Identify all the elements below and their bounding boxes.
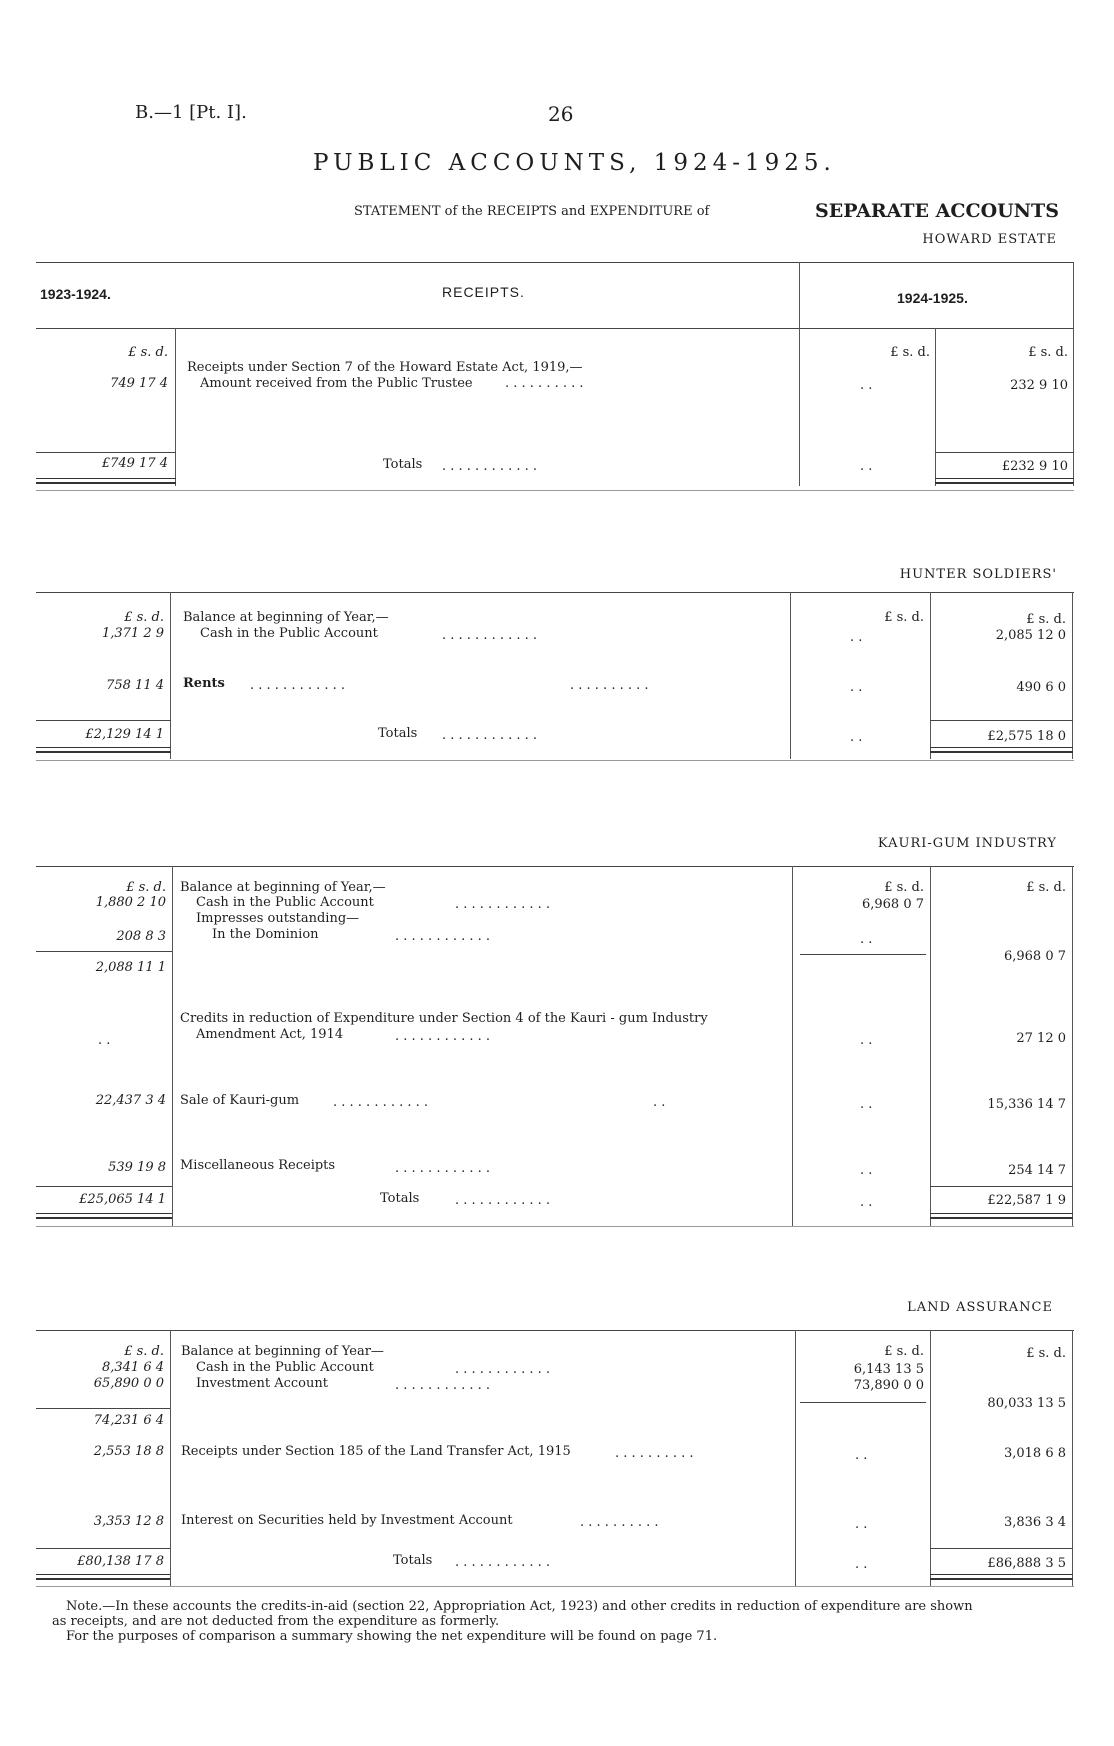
leader-dots: . . . . . . . . . . . . [333, 1095, 429, 1110]
leader-dots: . . [855, 1448, 868, 1463]
column-header-curr-year: 1924-1925. [897, 290, 968, 306]
leader-dots: . . . . . . . . . . . . [395, 1161, 491, 1176]
note-line-3: For the purposes of comparison a summary showing the net expenditure will be found on page 71. [66, 1629, 718, 1644]
statement-prefix: STATEMENT of the RECEIPTS and EXPENDITURE of [354, 204, 710, 219]
leader-dots: . . . . . . . . . . . . [395, 929, 491, 944]
kauri-curr-sale: 15,336 14 7 [987, 1097, 1066, 1112]
leader-dots: . . . . . . . . . . . . [442, 728, 538, 743]
kauri-prev-misc: 539 19 8 [108, 1160, 166, 1175]
hunter-totals-label: Totals [378, 726, 418, 741]
kauri-prev-cash: 1,880 2 10 [95, 895, 166, 910]
leader-dots: . . [855, 1517, 868, 1532]
leader-dots: . . . . . . . . . . [505, 376, 584, 391]
land-sub-cash: 6,143 13 5 [853, 1362, 924, 1377]
kauri-prev-total: £25,065 14 1 [79, 1192, 166, 1207]
leader-dots: . . [850, 730, 863, 745]
hunter-curr-cash: 2,085 12 0 [995, 628, 1066, 643]
money-header-curr: £ s. d. [1026, 1346, 1066, 1361]
kauri-prev-sale: 22,437 3 4 [95, 1093, 166, 1108]
land-prev-investment: 65,890 0 0 [93, 1376, 164, 1391]
land-curr-receipts: 3,018 6 8 [1003, 1446, 1066, 1461]
leader-dots: . . . . . . . . . . . . [395, 1378, 491, 1393]
land-cash-label: Cash in the Public Account [196, 1360, 374, 1375]
note-line-2: as receipts, and are not deducted from the expenditure as formerly. [52, 1614, 500, 1629]
leader-dots: . . [860, 378, 873, 393]
kauri-curr-credits: 27 12 0 [1016, 1031, 1066, 1046]
land-prev-receipts: 2,553 18 8 [93, 1444, 164, 1459]
money-header-curr: £ s. d. [1028, 345, 1068, 360]
leader-dots: . . [98, 1033, 111, 1048]
leader-dots: . . [855, 1557, 868, 1572]
money-header-prev: £ s. d. [128, 345, 168, 360]
page-number: 26 [548, 102, 574, 126]
leader-dots: . . . . . . . . . . [580, 1515, 659, 1530]
kauri-credits-line1: Credits in reduction of Expenditure under Section 4 of the Kauri - gum Industry [180, 1011, 708, 1026]
document-reference: B.—1 [Pt. I]. [135, 102, 247, 123]
hunter-prev-rents: 758 11 4 [106, 678, 164, 693]
page-title: PUBLIC ACCOUNTS, 1924-1925. [313, 150, 836, 176]
leader-dots: . . [860, 932, 873, 947]
hunter-curr-total: £2,575 18 0 [987, 729, 1066, 744]
leader-dots: . . [860, 1033, 873, 1048]
kauri-totals-label: Totals [380, 1191, 420, 1206]
kauri-balance-label: Balance at beginning of Year,— [180, 880, 386, 895]
land-prev-total: £80,138 17 8 [77, 1554, 164, 1569]
section-title-kauri: KAURI-GUM INDUSTRY [877, 836, 1057, 851]
kauri-imprest-label: Impresses outstanding— [196, 911, 360, 926]
hunter-prev-total: £2,129 14 1 [85, 727, 164, 742]
howard-receipts-line2: Amount received from the Public Trustee [200, 376, 473, 391]
leader-dots: . . [860, 459, 873, 474]
leader-dots: . . [850, 630, 863, 645]
land-curr-total: £86,888 3 5 [987, 1556, 1066, 1571]
leader-dots: . . . . . . . . . . [615, 1446, 694, 1461]
kauri-prev-dominion: 208 8 3 [116, 929, 166, 944]
leader-dots: . . . . . . . . . . . . [455, 1362, 551, 1377]
land-prev-subtotal: 74,231 6 4 [93, 1413, 164, 1428]
leader-dots: . . . . . . . . . . . . [455, 1555, 551, 1570]
land-receipts-label: Receipts under Section 185 of the Land Transfer Act, 1915 [181, 1444, 571, 1459]
land-sub-investment: 73,890 0 0 [853, 1378, 924, 1393]
money-header-sub: £ s. d. [884, 610, 924, 625]
money-header-prev: £ s. d. [124, 610, 164, 625]
land-totals-label: Totals [393, 1553, 433, 1568]
money-header-sub: £ s. d. [884, 1344, 924, 1359]
kauri-misc-label: Miscellaneous Receipts [180, 1158, 336, 1173]
hunter-curr-rents: 490 6 0 [1016, 680, 1066, 695]
leader-dots: . . . . . . . . . . . . [250, 678, 346, 693]
leader-dots: . . . . . . . . . . . . [442, 459, 538, 474]
kauri-sub-cash: 6,968 0 7 [861, 897, 924, 912]
money-header-sub: £ s. d. [884, 880, 924, 895]
leader-dots: . . [860, 1163, 873, 1178]
money-header-curr: £ s. d. [1026, 880, 1066, 895]
leader-dots: . . . . . . . . . . . . [455, 897, 551, 912]
land-curr-balance: 80,033 13 5 [987, 1396, 1066, 1411]
section-title-howard: HOWARD ESTATE [922, 232, 1057, 247]
leader-dots: . . . . . . . . . . [570, 678, 649, 693]
kauri-sale-label: Sale of Kauri-gum [180, 1093, 300, 1108]
howard-prev-value: 749 17 4 [110, 376, 168, 391]
land-investment-label: Investment Account [196, 1376, 328, 1391]
kauri-curr-balance: 6,968 0 7 [1003, 949, 1066, 964]
land-balance-label: Balance at beginning of Year— [181, 1344, 384, 1359]
statement-emphasis: SEPARATE ACCOUNTS [815, 200, 1059, 222]
land-prev-cash: 8,341 6 4 [101, 1360, 164, 1375]
howard-curr-total: £232 9 10 [1001, 459, 1068, 474]
land-curr-interest: 3,836 3 4 [1003, 1515, 1066, 1530]
section-title-hunter: HUNTER SOLDIERS' [899, 567, 1057, 582]
howard-prev-total: £749 17 4 [101, 456, 168, 471]
leader-dots: . . . . . . . . . . . . [442, 628, 538, 643]
leader-dots: . . [850, 680, 863, 695]
money-header-sub: £ s. d. [890, 345, 930, 360]
money-header-prev: £ s. d. [126, 880, 166, 895]
kauri-dominion-label: In the Dominion [212, 927, 319, 942]
kauri-cash-label: Cash in the Public Account [196, 895, 374, 910]
leader-dots: . . . . . . . . . . . . [395, 1029, 491, 1044]
note-line-1: Note.—In these accounts the credits-in-aid (section 22, Appropriation Act, 1923) and other credits in reduction of expenditure are shown [66, 1599, 973, 1614]
howard-curr-value: 232 9 10 [1010, 378, 1068, 393]
kauri-curr-total: £22,587 1 9 [987, 1193, 1066, 1208]
hunter-cash-label: Cash in the Public Account [200, 626, 378, 641]
howard-totals-label: Totals [383, 457, 423, 472]
money-header-prev: £ s. d. [124, 1344, 164, 1359]
howard-receipts-line1: Receipts under Section 7 of the Howard Estate Act, 1919,— [187, 360, 583, 375]
kauri-credits-line2: Amendment Act, 1914 [196, 1027, 344, 1042]
leader-dots: . . [653, 1095, 666, 1110]
hunter-rents-label: Rents [183, 676, 225, 691]
hunter-prev-cash: 1,371 2 9 [101, 626, 164, 641]
land-prev-interest: 3,353 12 8 [93, 1514, 164, 1529]
leader-dots: . . [860, 1097, 873, 1112]
column-header-receipts: RECEIPTS. [442, 284, 525, 300]
kauri-curr-misc: 254 14 7 [1008, 1163, 1066, 1178]
money-header-curr: £ s. d. [1026, 612, 1066, 627]
hunter-balance-label: Balance at beginning of Year,— [183, 610, 389, 625]
section-title-land: LAND ASSURANCE [907, 1300, 1053, 1315]
kauri-prev-subtotal: 2,088 11 1 [95, 960, 166, 975]
leader-dots: . . [860, 1195, 873, 1210]
land-interest-label: Interest on Securities held by Investment Account [181, 1513, 513, 1528]
column-header-prev-year: 1923-1924. [40, 286, 111, 302]
leader-dots: . . . . . . . . . . . . [455, 1193, 551, 1208]
